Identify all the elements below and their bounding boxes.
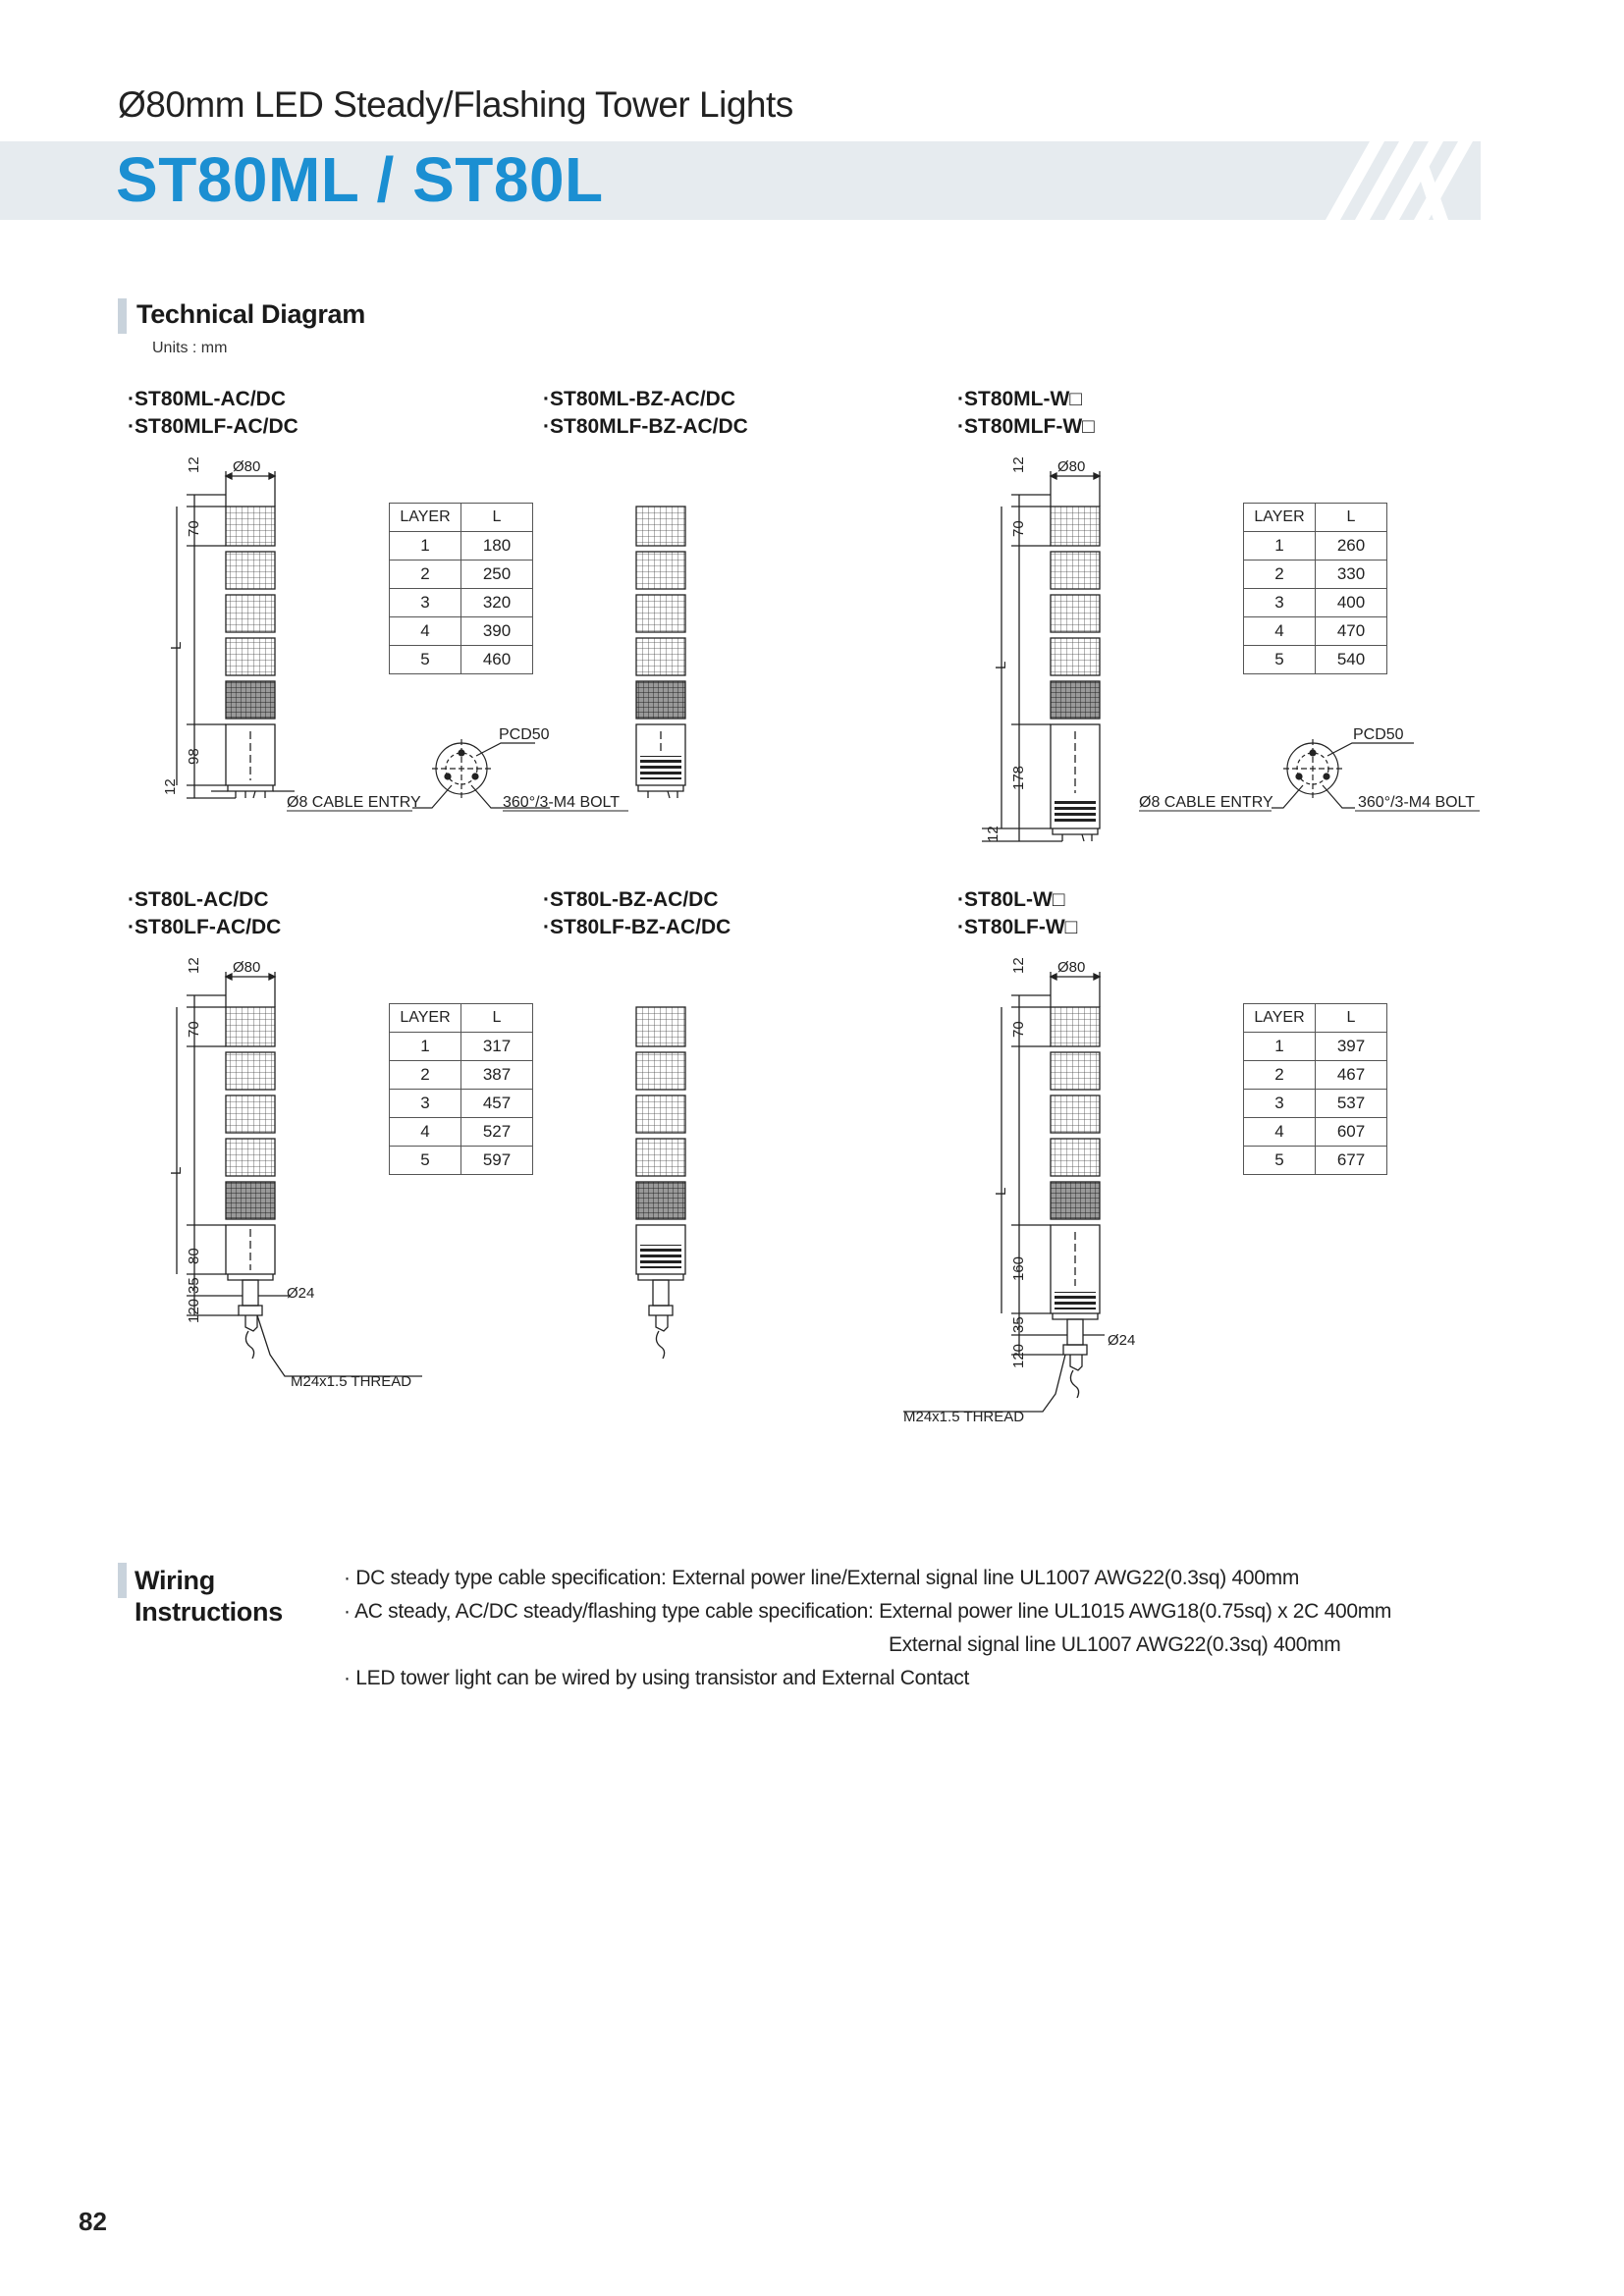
table-header: LAYER bbox=[390, 504, 461, 532]
dim-value: 120 bbox=[186, 1298, 202, 1323]
table-cell: 320 bbox=[461, 589, 533, 617]
dim-value: 35 bbox=[1010, 1316, 1027, 1333]
dim-value: L bbox=[993, 661, 1009, 669]
table-cell: 470 bbox=[1316, 617, 1387, 646]
model-label: ·ST80L-AC/DC bbox=[128, 888, 269, 911]
dim-value: L bbox=[168, 641, 185, 650]
wiring-heading-line: Instructions bbox=[135, 1597, 283, 1627]
pcd-label: PCD50 bbox=[1353, 726, 1404, 743]
table-cell: 537 bbox=[1316, 1090, 1387, 1118]
table-cell: 3 bbox=[390, 589, 461, 617]
dim-value: 120 bbox=[1010, 1343, 1027, 1368]
table-cell: 1 bbox=[1244, 1033, 1316, 1061]
table-cell: 4 bbox=[1244, 617, 1316, 646]
model-label: ·ST80LF-AC/DC bbox=[128, 916, 282, 938]
dim-value: L bbox=[993, 1187, 1009, 1196]
wiring-line: · LED tower light can be wired by using transistor and External Contact bbox=[344, 1667, 970, 1689]
table-cell: 5 bbox=[390, 646, 461, 674]
table-cell: 607 bbox=[1316, 1118, 1387, 1147]
dim-value: 12 bbox=[985, 826, 1001, 842]
table-cell: 180 bbox=[461, 532, 533, 561]
tower-drawing-st80ml-w bbox=[982, 471, 1100, 841]
wiring-line: External signal line UL1007 AWG22(0.3sq) 400mm bbox=[889, 1633, 1341, 1656]
model-label: ·ST80LF-W□ bbox=[957, 916, 1078, 938]
dim-value: 12 bbox=[1010, 456, 1027, 473]
units-note: Units : mm bbox=[152, 340, 228, 356]
tower-drawing-st80l-bz bbox=[636, 1007, 685, 1359]
table-header: LAYER bbox=[390, 1004, 461, 1033]
table-cell: 3 bbox=[1244, 1090, 1316, 1118]
table-cell: 1 bbox=[1244, 532, 1316, 561]
dim-value: 98 bbox=[186, 748, 202, 765]
table-cell: 2 bbox=[390, 561, 461, 589]
table-cell: 3 bbox=[390, 1090, 461, 1118]
dim-diameter: Ø80 bbox=[1057, 959, 1086, 976]
table-cell: 467 bbox=[1316, 1061, 1387, 1090]
table-cell: 457 bbox=[461, 1090, 533, 1118]
model-label: ·ST80MLF-AC/DC bbox=[128, 415, 298, 438]
model-label: ·ST80L-W□ bbox=[957, 888, 1065, 911]
table-cell: 317 bbox=[461, 1033, 533, 1061]
section-marker bbox=[118, 1563, 127, 1598]
wiring-line: · AC steady, AC/DC steady/flashing type cable specification: External power line UL1015 AWG18(0.75sq) x 2C 400mm bbox=[344, 1600, 1392, 1623]
table-cell: 3 bbox=[1244, 589, 1316, 617]
bolt-label: 360°/3-M4 BOLT bbox=[1358, 794, 1476, 811]
tower-drawing-st80ml-bz bbox=[636, 507, 685, 798]
table-cell: 1 bbox=[390, 532, 461, 561]
dim-value: 70 bbox=[1010, 1021, 1027, 1038]
table-header: LAYER bbox=[1244, 504, 1316, 532]
table-cell: 2 bbox=[1244, 1061, 1316, 1090]
model-label: ·ST80ML-AC/DC bbox=[128, 388, 286, 410]
page-title: ST80ML / ST80L bbox=[116, 144, 604, 215]
table-header: L bbox=[1316, 504, 1387, 532]
table-cell: 387 bbox=[461, 1061, 533, 1090]
table-header: L bbox=[461, 1004, 533, 1033]
model-label: ·ST80L-BZ-AC/DC bbox=[543, 888, 719, 911]
dim-value: 35 bbox=[186, 1277, 202, 1294]
dim-value: L bbox=[168, 1166, 185, 1175]
technical-diagram-heading: Technical Diagram bbox=[136, 299, 365, 329]
table-cell: 390 bbox=[461, 617, 533, 646]
dim-diameter: Ø24 bbox=[1108, 1332, 1136, 1349]
table-cell: 540 bbox=[1316, 646, 1387, 674]
page-number: 82 bbox=[79, 2207, 107, 2236]
wiring-line: · DC steady type cable specification: External power line/External signal line UL1007 AWG22(0.3sq) 400mm bbox=[344, 1567, 1300, 1589]
table-cell: 250 bbox=[461, 561, 533, 589]
model-label: ·ST80ML-BZ-AC/DC bbox=[543, 388, 735, 410]
table-cell: 5 bbox=[1244, 1147, 1316, 1175]
table-cell: 397 bbox=[1316, 1033, 1387, 1061]
table-header: L bbox=[461, 504, 533, 532]
dim-value: 178 bbox=[1010, 765, 1027, 790]
table-cell: 1 bbox=[390, 1033, 461, 1061]
table-cell: 677 bbox=[1316, 1147, 1387, 1175]
table-cell: 4 bbox=[1244, 1118, 1316, 1147]
page-subtitle: Ø80mm LED Steady/Flashing Tower Lights bbox=[118, 84, 793, 125]
dim-value: 70 bbox=[1010, 520, 1027, 537]
table-cell: 4 bbox=[390, 617, 461, 646]
table-cell: 527 bbox=[461, 1118, 533, 1147]
table-cell: 460 bbox=[461, 646, 533, 674]
dim-value: 80 bbox=[186, 1248, 202, 1264]
dim-value: 70 bbox=[186, 1021, 202, 1038]
model-label: ·ST80MLF-BZ-AC/DC bbox=[543, 415, 748, 438]
table-cell: 2 bbox=[390, 1061, 461, 1090]
table-cell: 597 bbox=[461, 1147, 533, 1175]
table-cell: 4 bbox=[390, 1118, 461, 1147]
dim-value: 12 bbox=[186, 957, 202, 974]
dim-value: 12 bbox=[162, 778, 179, 795]
table-cell: 260 bbox=[1316, 532, 1387, 561]
table-cell: 5 bbox=[390, 1147, 461, 1175]
table-header: LAYER bbox=[1244, 1004, 1316, 1033]
thread-label: M24x1.5 THREAD bbox=[903, 1409, 1025, 1425]
dim-value: 12 bbox=[186, 456, 202, 473]
model-label: ·ST80ML-W□ bbox=[957, 388, 1083, 410]
thread-label: M24x1.5 THREAD bbox=[291, 1373, 412, 1390]
dim-value: 12 bbox=[1010, 957, 1027, 974]
table-cell: 400 bbox=[1316, 589, 1387, 617]
dim-diameter: Ø80 bbox=[233, 458, 261, 475]
table-cell: 330 bbox=[1316, 561, 1387, 589]
tower-drawing-st80l bbox=[177, 972, 422, 1376]
model-label: ·ST80MLF-W□ bbox=[957, 415, 1095, 438]
table-cell: 2 bbox=[1244, 561, 1316, 589]
dim-diameter: Ø24 bbox=[287, 1285, 315, 1302]
cable-entry-label: Ø8 CABLE ENTRY bbox=[287, 794, 421, 811]
bolt-label: 360°/3-M4 BOLT bbox=[503, 794, 621, 811]
pcd-label: PCD50 bbox=[499, 726, 550, 743]
table-cell: 5 bbox=[1244, 646, 1316, 674]
dim-diameter: Ø80 bbox=[233, 959, 261, 976]
dim-value: 160 bbox=[1010, 1255, 1027, 1281]
wiring-heading-line: Wiring bbox=[135, 1566, 215, 1595]
model-label: ·ST80LF-BZ-AC/DC bbox=[543, 916, 731, 938]
dim-value: 70 bbox=[186, 520, 202, 537]
table-header: L bbox=[1316, 1004, 1387, 1033]
cable-entry-label: Ø8 CABLE ENTRY bbox=[1139, 794, 1273, 811]
wiring-heading bbox=[135, 1565, 283, 1628]
dim-diameter: Ø80 bbox=[1057, 458, 1086, 475]
